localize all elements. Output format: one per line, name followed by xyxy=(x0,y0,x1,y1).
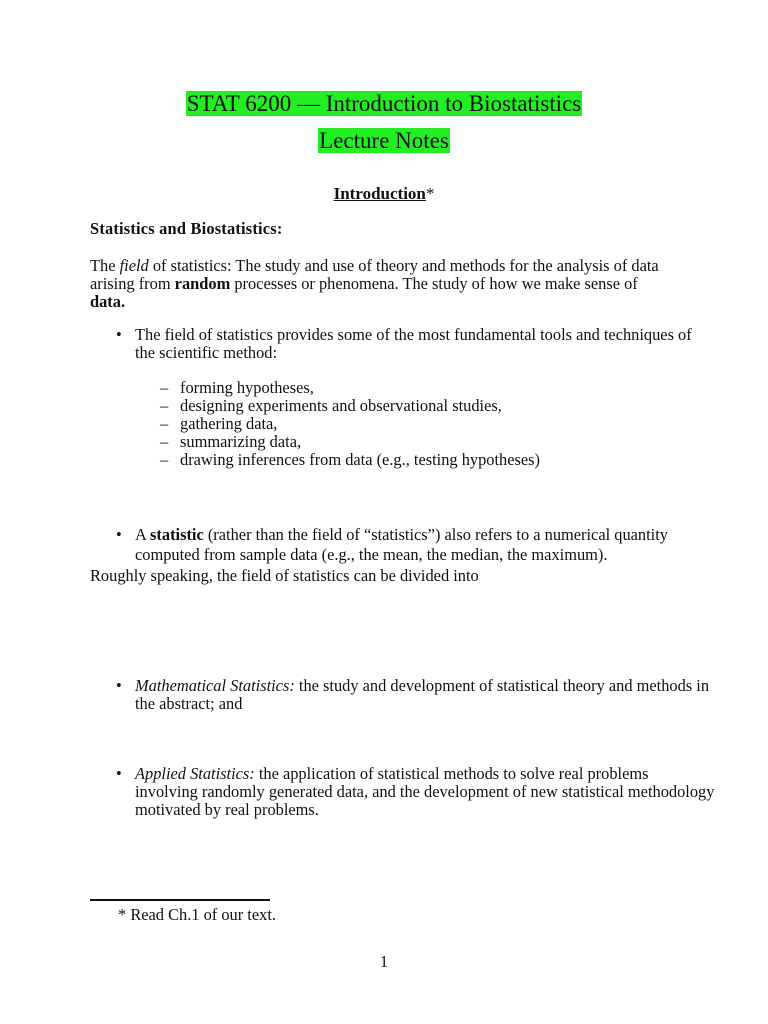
dash-marker: – xyxy=(160,450,169,469)
list-item-text: drawing inferences from data (e.g., testing hypotheses) xyxy=(180,450,541,469)
method-steps-list xyxy=(90,379,670,469)
dash-marker: – xyxy=(160,414,169,433)
division-sentence xyxy=(90,567,670,585)
list-item-text: forming hypotheses, xyxy=(180,378,314,397)
bullet-text: the study and development of statistical theory and methods in the abstract; and xyxy=(135,676,710,713)
list-item xyxy=(90,415,670,433)
bullet-marker: • xyxy=(116,325,122,344)
intro-text-3: processes or phenomena. The study of how we make sense of xyxy=(230,274,638,293)
dash-marker: – xyxy=(160,396,169,415)
section-heading-text: Introduction xyxy=(333,184,426,203)
bullet-marker: • xyxy=(116,764,122,783)
bullet-marker: • xyxy=(116,676,122,695)
intro-text-2: of statistics: The study and use of theory and methods for the analysis of data arising from xyxy=(90,256,659,293)
footnote-marker: * xyxy=(118,905,127,924)
dash-marker: – xyxy=(160,432,169,451)
bullet-scientific-method xyxy=(90,326,715,362)
bullet-text: the application of statistical methods to solve real problems involving randomly generated data, and the development of new statistical methodology motivated by real problems. xyxy=(135,764,715,819)
footnote-text: Read Ch.1 of our text. xyxy=(130,905,276,924)
document-title-line1 xyxy=(0,90,768,118)
bullet-text: The field of statistics provides some of the most fundamental tools and techniques of the scientific method: xyxy=(135,325,692,362)
document-title-line2 xyxy=(0,127,768,155)
bullet-applied-statistics xyxy=(90,765,715,819)
document-subtitle-text: Lecture Notes xyxy=(319,128,449,153)
list-item-text: gathering data, xyxy=(180,414,278,433)
document-title-text: STAT 6200 — Introduction to Biostatistics xyxy=(186,91,582,116)
section-heading xyxy=(0,184,768,204)
footnote xyxy=(90,906,276,924)
footnote-reference: * xyxy=(425,184,435,203)
list-item-text: designing experiments and observational studies, xyxy=(180,396,502,415)
intro-text-1: The xyxy=(90,256,120,275)
dash-marker: – xyxy=(160,378,169,397)
statistic-term: statistic xyxy=(150,525,204,544)
list-item xyxy=(90,397,670,415)
bullet-text-2: (rather than the field of “statistics”) also refers to a numerical quantity computed from sample data (e.g., the mean, the median, the maximum). xyxy=(135,525,668,564)
mathematical-statistics-term: Mathematical Statistics: xyxy=(135,676,295,695)
footnote-divider xyxy=(90,899,270,901)
intro-field-word: field xyxy=(119,256,149,275)
page-number: 1 xyxy=(379,952,389,971)
division-sentence-text: Roughly speaking, the field of statistics can be divided into xyxy=(90,566,479,585)
intro-random-word: random xyxy=(174,274,231,293)
intro-paragraph xyxy=(90,257,670,311)
bullet-statistic-definition xyxy=(90,525,715,565)
subsection-heading xyxy=(90,220,670,238)
subsection-heading-text: Statistics and Biostatistics: xyxy=(90,219,283,238)
bullet-text-1: A xyxy=(135,525,151,544)
list-item xyxy=(90,433,670,451)
intro-data-word: data. xyxy=(90,292,126,311)
bullet-mathematical-statistics xyxy=(90,677,715,713)
list-item xyxy=(90,379,670,397)
applied-statistics-term: Applied Statistics: xyxy=(135,764,255,783)
bullet-marker: • xyxy=(116,525,122,544)
list-item-text: summarizing data, xyxy=(180,432,302,451)
list-item xyxy=(90,451,670,469)
